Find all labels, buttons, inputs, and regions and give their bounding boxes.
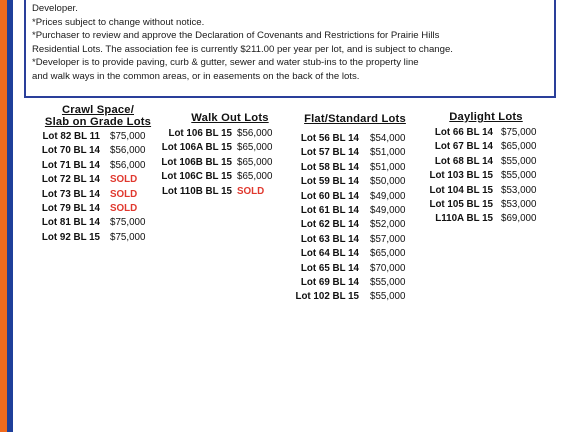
lot-number: Lot 69 BL 14 <box>300 277 359 288</box>
lot-number: Lot 102 BL 15 <box>295 291 359 303</box>
column-title-line: Daylight Lots <box>449 111 523 123</box>
lot-number: L110A BL 15 <box>435 213 493 225</box>
lot-row <box>0 262 576 276</box>
column-daylight <box>440 111 532 123</box>
lot-price: $65,000 <box>370 248 406 260</box>
sold-label: SOLD <box>237 185 265 197</box>
column-title-line: Slab on Grade Lots <box>44 116 152 128</box>
lot-row <box>0 169 576 183</box>
lot-number: Lot 58 BL 14 <box>300 161 359 173</box>
column-flat-standard <box>298 113 412 125</box>
lot-price: $70,000 <box>370 262 406 274</box>
notice-line: Residential Lots. The association fee is currently $211.00 per year per lot, and is subject to change. <box>32 43 453 55</box>
column-title <box>440 111 532 123</box>
lot-price: $75,000 <box>110 217 146 229</box>
lot-number: Lot 64 BL 14 <box>300 248 359 260</box>
lot-number: Lot 106A BL 15 <box>161 142 232 154</box>
lot-price: $49,000 <box>370 205 406 216</box>
column-title-line: Flat/Standard Lots <box>304 113 406 125</box>
lot-row <box>0 198 576 212</box>
column-walk-out <box>178 112 282 124</box>
lot-number: Lot 103 BL 15 <box>429 170 493 182</box>
lot-number: Lot 62 BL 14 <box>300 219 359 231</box>
lot-row <box>0 184 576 198</box>
column-title-line: Crawl Space/ <box>61 104 135 116</box>
lot-price: $50,000 <box>370 176 406 188</box>
column-crawl-space <box>36 104 160 128</box>
lot-number: Lot 65 BL 14 <box>300 262 359 274</box>
lot-price: $75,000 <box>110 131 146 142</box>
sold-label: SOLD <box>110 188 138 200</box>
lot-price: $55,000 <box>501 155 537 167</box>
lot-row <box>0 212 576 226</box>
notice-line: and walk ways in the common areas, or in easements on the back of the lots. <box>32 70 360 82</box>
lot-price: $65,000 <box>237 156 273 168</box>
lot-price: $65,000 <box>237 142 273 154</box>
lot-row <box>0 140 576 154</box>
lot-price: $57,000 <box>370 233 406 245</box>
lot-number: Lot 68 BL 14 <box>434 155 493 167</box>
lot-number: Lot 104 BL 15 <box>429 184 493 196</box>
lot-number: Lot 63 BL 14 <box>300 233 359 245</box>
notice-line: *Purchaser to review and approve the Declaration of Covenants and Restrictions for Prairie Hills <box>32 30 440 42</box>
lot-number: Lot 67 BL 14 <box>434 141 493 153</box>
lot-number: Lot 110B BL 15 <box>161 185 232 197</box>
lot-price: $65,000 <box>501 141 537 153</box>
lot-price: $53,000 <box>501 199 537 210</box>
lot-row <box>0 276 576 290</box>
lot-number: Lot 57 BL 14 <box>300 147 359 159</box>
lot-price: $56,000 <box>237 128 273 139</box>
lot-number: Lot 81 BL 14 <box>41 217 100 229</box>
lot-number: Lot 79 BL 14 <box>41 203 100 214</box>
sold-label: SOLD <box>110 203 138 214</box>
lot-price: $69,000 <box>501 213 537 225</box>
lot-price: $65,000 <box>237 171 273 183</box>
lot-number: Lot 56 BL 14 <box>300 133 359 144</box>
lot-price: $56,000 <box>110 145 146 157</box>
lot-row <box>0 126 576 140</box>
lot-number: Lot 70 BL 14 <box>41 145 100 157</box>
lot-price: $53,000 <box>501 184 537 196</box>
lot-number: Lot 105 BL 15 <box>429 199 493 210</box>
lot-number: Lot 59 BL 14 <box>300 176 359 188</box>
lot-number: Lot 106B BL 15 <box>161 156 232 168</box>
lot-number: Lot 92 BL 15 <box>41 231 100 243</box>
lot-number: Lot 106C BL 15 <box>161 171 232 183</box>
column-title <box>178 112 282 124</box>
lot-number: Lot 72 BL 14 <box>41 174 100 186</box>
lot-row <box>0 290 576 304</box>
lot-number: Lot 82 BL 11 <box>42 131 100 142</box>
lot-price: $56,000 <box>110 159 146 171</box>
notice-text <box>32 2 547 84</box>
lot-number: Lot 60 BL 14 <box>300 190 359 202</box>
sold-label: SOLD <box>110 174 138 186</box>
lot-price: $54,000 <box>370 133 406 144</box>
column-title-line: Walk Out Lots <box>191 112 269 124</box>
lot-number: Lot 66 BL 14 <box>434 127 493 138</box>
lot-row <box>0 155 576 169</box>
lot-price: $75,000 <box>501 127 537 138</box>
lot-price: $75,000 <box>110 231 146 243</box>
lot-number: Lot 106 BL 15 <box>168 128 232 139</box>
notice-line: *Prices subject to change without notice. <box>32 16 205 28</box>
lot-price: $51,000 <box>370 147 406 159</box>
notice-line: Developer. <box>32 3 78 14</box>
notice-line: *Developer is to provide paving, curb & gutter, sewer and water stub-ins to the property line <box>32 57 419 69</box>
column-title <box>298 113 412 125</box>
lot-price: $55,000 <box>370 291 406 303</box>
lot-price: $52,000 <box>370 219 406 231</box>
lot-price: $51,000 <box>370 161 406 173</box>
lot-price: $49,000 <box>370 190 406 202</box>
lot-number: Lot 71 BL 14 <box>41 159 100 171</box>
lot-price: $55,000 <box>501 170 537 182</box>
lot-number: Lot 61 BL 14 <box>300 205 359 216</box>
lot-price: $55,000 <box>370 277 406 288</box>
lot-number: Lot 73 BL 14 <box>41 188 100 200</box>
lot-row <box>0 233 576 247</box>
column-title <box>36 104 160 128</box>
lot-row <box>0 247 576 261</box>
